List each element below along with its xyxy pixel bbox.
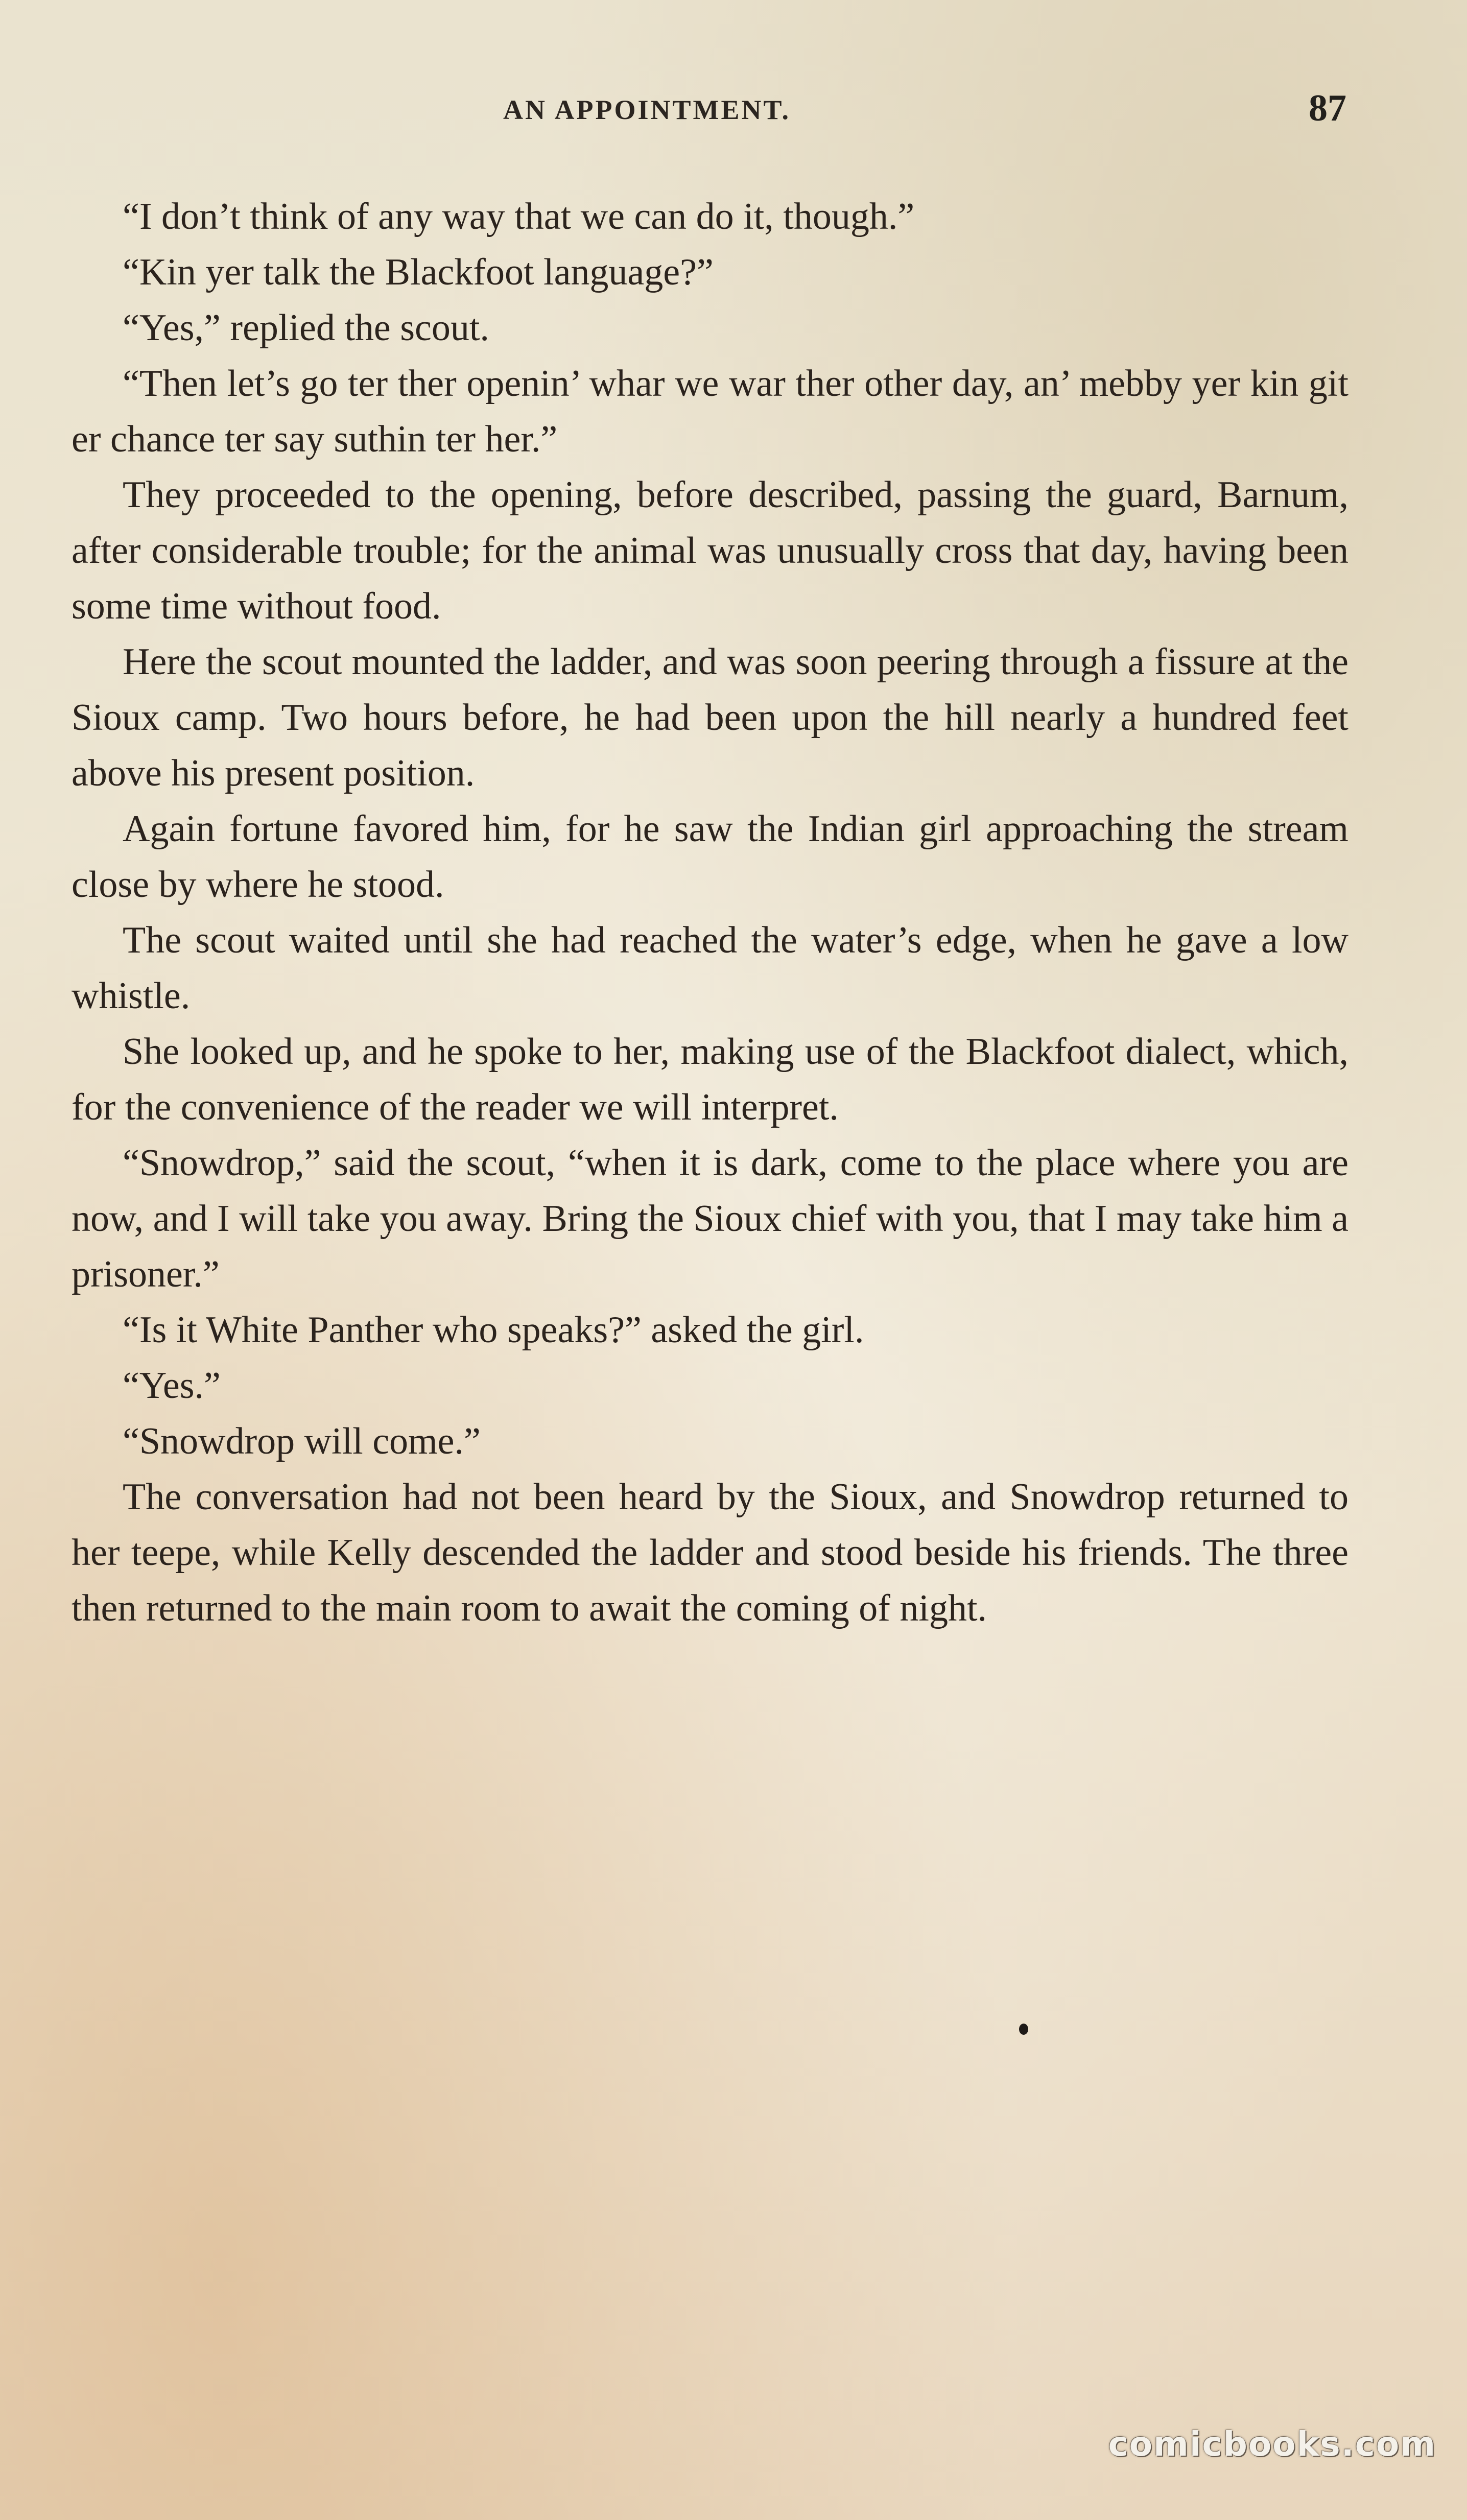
paragraph: The conversation had not been heard by the Sioux, and Snowdrop returned to her teepe, while Kelly descended the ladder and stood beside his friends. The three then returned to the main room to await the coming of night. (72, 1476, 1348, 1629)
paragraph: Here the scout mounted the ladder, and was soon peering through a fissure at the Sioux camp. Two hours before, he had been upon the hill nearly a hundred feet above his present position. (72, 641, 1348, 794)
paragraph: The scout waited until she had reached the water’s edge, when he gave a low whistle. (72, 919, 1348, 1017)
paragraph: “Then let’s go ter ther openin’ whar we war ther other day, an’ mebby yer kin git er chance ter say suthin ter her.” (72, 363, 1348, 460)
ink-dot (1019, 2024, 1028, 2035)
page-number: 87 (1309, 87, 1346, 129)
page-body (72, 189, 1348, 1636)
paragraph: Again fortune favored him, for he saw the Indian girl approaching the stream close by where he stood. (72, 808, 1348, 906)
paragraph: “Yes,” replied the scout. (123, 307, 489, 349)
paragraph: “I don’t think of any way that we can do it, though.” (123, 196, 915, 237)
running-head: AN APPOINTMENT. (503, 94, 791, 125)
watermark: comicbooks.com (1108, 2424, 1436, 2464)
paragraph: “Kin yer talk the Blackfoot language?” (123, 251, 714, 293)
page-header (0, 87, 1467, 133)
paragraph: “Snowdrop will come.” (123, 1420, 481, 1462)
paragraph: They proceeded to the opening, before described, passing the guard, Barnum, after considerable trouble; for the animal was unusually cross that day, having been some time without food. (72, 474, 1348, 627)
paragraph: She looked up, and he spoke to her, making use of the Blackfoot dialect, which, for the convenience of the reader we will interpret. (72, 1031, 1348, 1128)
paragraph: “Yes.” (123, 1365, 221, 1407)
paragraph: “Snowdrop,” said the scout, “when it is dark, come to the place where you are now, and I will take you away. Bring the Sioux chief with you, that I may take him a prisoner.” (72, 1142, 1348, 1295)
paragraph: “Is it White Panther who speaks?” asked the girl. (123, 1309, 864, 1351)
